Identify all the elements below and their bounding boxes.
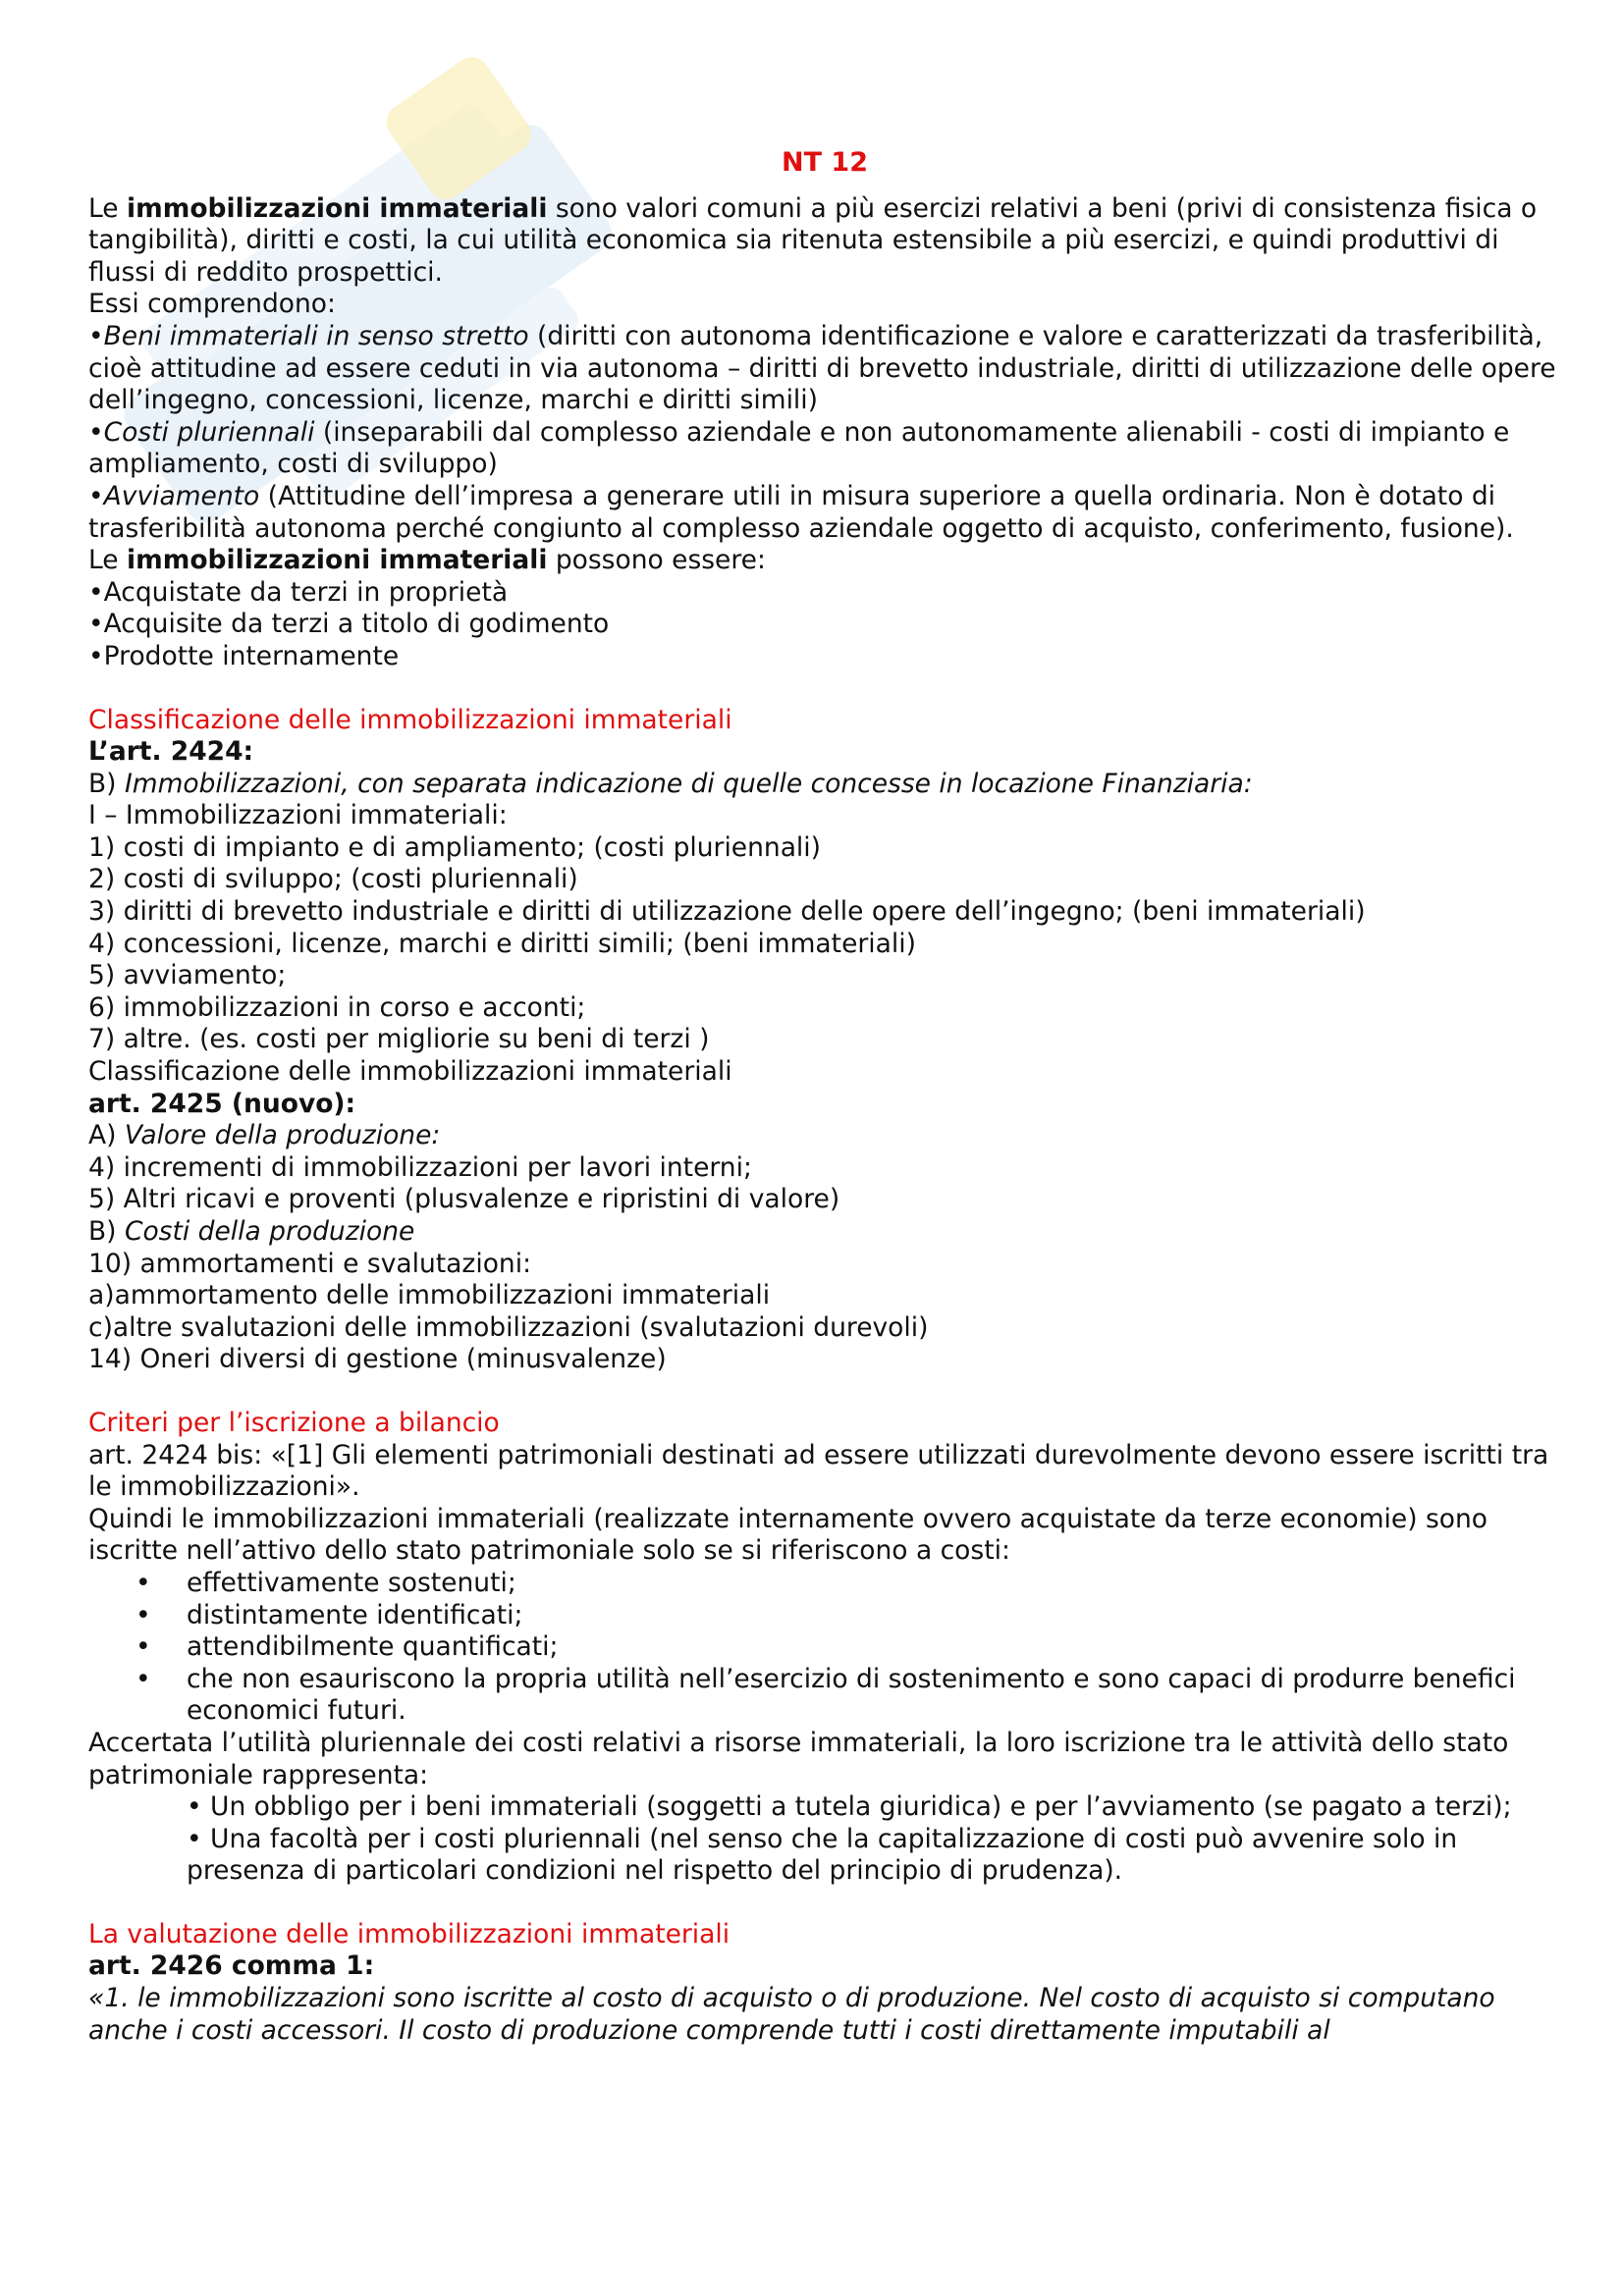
class-bb-line: B) Costi della produzione (88, 1216, 415, 1247)
class-item: 7) altre. (es. costi per migliorie su beni di terzi ) (88, 1024, 710, 1055)
class-item: 3) diritti di brevetto industriale e diritti di utilizzazione delle opere dell’ingegno; (beni immateriali) (88, 896, 1366, 928)
class-sub: I – Immobilizzazioni immateriali: (88, 800, 508, 831)
class-b-item: c)altre svalutazioni delle immobilizzazioni (svalutazioni durevoli) (88, 1311, 929, 1343)
class-item: 1) costi di impianto e di ampliamento; (costi pluriennali) (88, 831, 821, 863)
list-item: •Prodotte internamente (88, 640, 400, 671)
page-title: NT 12 (782, 147, 868, 178)
intro-lead: Essi comprendono: (88, 289, 336, 320)
criteri-bullet-list (88, 1568, 1561, 1728)
intro-paragraph: Le immobilizzazioni immateriali sono valori comuni a più esercizi relativi a beni (privi di consistenza fisica o tangibilità), diritti e costi, la cui utilità economica sia ritenuta estensibile a più esercizi, e quindi produttivi di flussi di reddito prospettici. (88, 192, 1538, 288)
article-label: L’art. 2424: (88, 736, 254, 768)
criteri-bullet: • attendibilmente quantificati; (135, 1631, 1561, 1664)
criteri-bullet: • distintamente identificati; (135, 1600, 1561, 1632)
list-item: •Acquistate da terzi in proprietà (88, 576, 509, 608)
class-a-item: 5) Altri ricavi e proventi (plusvalenze e ripristini di valore) (88, 1184, 840, 1215)
avviamento-item: •Avviamento (Attitudine dell’impresa a generare utili in misura superiore a quella ordinaria. Non è dotato di trasferibilità autonoma perché congiunto al complesso aziendale oggetto di acquisto, conferimento, fusione). (88, 480, 1514, 544)
criteri-bullet: • che non esauriscono la propria utilità nell’esercizio di sostenimento e sono capaci di produrre benefici economici futuri. (135, 1664, 1561, 1728)
valutazione-quote: «1. le immobilizzazioni sono iscritte al costo di acquisto o di produzione. Nel costo di acquisto si computano anche i costi accessori. Il costo di produzione comprende tutti i costi direttamente imputabili al (88, 1983, 1495, 2046)
class-b-item: a)ammortamento delle immobilizzazioni immateriali (88, 1280, 771, 1311)
criteri-sub-item: • Un obbligo per i beni immateriali (soggetti a tutela giuridica) e per l’avviamento (se pagato a terzi); (187, 1791, 1512, 1823)
criteri-sub-item: • Una facoltà per i costi pluriennali (nel senso che la capitalizzazione di costi può avvenire solo in presenza di particolari condizioni nel rispetto del principio di prudenza). (187, 1823, 1458, 1887)
section-heading-criteri: Criteri per l’iscrizione a bilancio (88, 1407, 500, 1438)
class-item: 2) costi di sviluppo; (costi pluriennali) (88, 864, 578, 895)
criteri-bullet: • effettivamente sostenuti; (135, 1568, 1561, 1600)
class-item: 4) concessioni, licenze, marchi e diritti simili; (beni immateriali) (88, 928, 916, 959)
class-b-line: B) Immobilizzazioni, con separata indicazione di quelle concesse in locazione Finanziaria: (88, 768, 1253, 799)
class-item: 5) avviamento; (88, 960, 287, 991)
criteri-paragraph: Quindi le immobilizzazioni immateriali (realizzate internamente ovvero acquistate da terze economie) sono iscritte nell’attivo dello stato patrimoniale solo se si riferiscono a costi: (88, 1503, 1488, 1567)
criteri-paragraph: Accertata l’utilità pluriennale dei costi relativi a risorse immateriali, la loro iscrizione tra le attività dello stato patrimoniale rappresenta: (88, 1727, 1509, 1790)
class-heading-2: Classificazione delle immobilizzazioni immateriali (88, 1056, 732, 1088)
article-label-2: art. 2425 (nuovo): (88, 1088, 356, 1119)
document-body (88, 147, 1561, 2047)
section-heading-classificazione: Classificazione delle immobilizzazioni immateriali (88, 704, 732, 735)
article-label-3: art. 2426 comma 1: (88, 1950, 375, 1982)
section-heading-valutazione: La valutazione delle immobilizzazioni immateriali (88, 1918, 730, 1949)
class-a-line: A) Valore della produzione: (88, 1120, 441, 1151)
class-a-item: 4) incrementi di immobilizzazioni per lavori interni; (88, 1151, 752, 1183)
class-b-item: 14) Oneri diversi di gestione (minusvalenze) (88, 1344, 667, 1375)
class-b-item: 10) ammortamenti e svalutazioni: (88, 1248, 531, 1279)
intro-paragraph-2: Le immobilizzazioni immateriali possono essere: (88, 545, 766, 576)
criteri-paragraph: art. 2424 bis: «[1] Gli elementi patrimoniali destinati ad essere utilizzati durevolmente devono essere iscritti tra le immobilizzazioni». (88, 1439, 1549, 1503)
list-item: •Acquisite da terzi a titolo di godimento (88, 609, 610, 640)
beni-item: •Beni immateriali in senso stretto (diritti con autonoma identificazione e valore e caratterizzati da trasferibilità, cioè attitudine ad essere ceduti in via autonoma – diritti di brevetto industriale, diritti di utilizzazione delle opere dell’ingegno, concessioni, licenze, marchi e diritti simili) (88, 320, 1556, 416)
class-item: 6) immobilizzazioni in corso e acconti; (88, 991, 586, 1023)
costi-item: •Costi pluriennali (inseparabili dal complesso aziendale e non autonomamente alienabili - costi di impianto e ampliamento, costi di sviluppo) (88, 416, 1510, 480)
